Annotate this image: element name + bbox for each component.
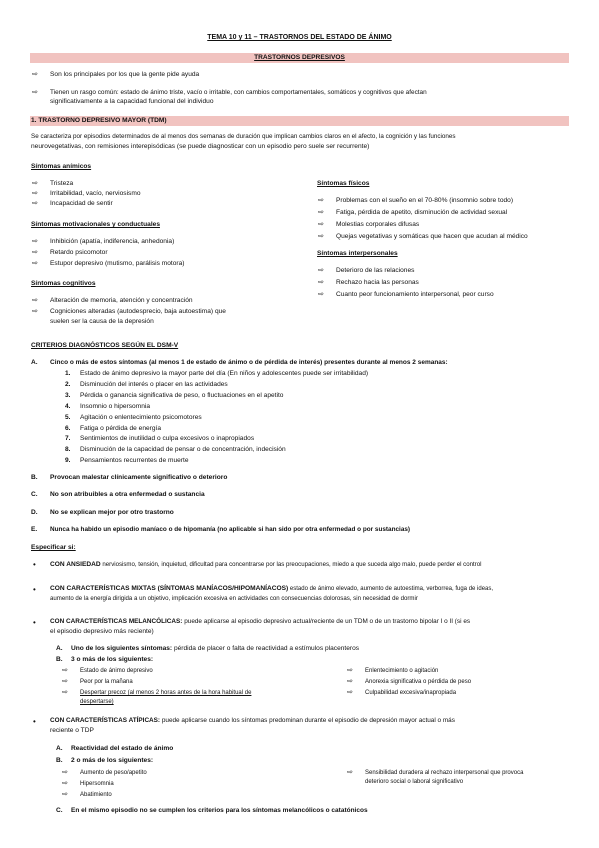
intro-line-1: Son los principales por los que la gente pide ayuda — [50, 71, 200, 78]
list-item: Estado de ánimo depresivo — [80, 668, 153, 674]
criterio-letter: E. — [31, 526, 38, 533]
criterio-a-item: Sentimientos de inutilidad o culpa excesivos o inapropiados — [80, 435, 255, 443]
page-title: TEMA 10 y 11 – TRASTORNOS DEL ESTADO DE ÁNIMO — [207, 34, 392, 41]
list-item: Alteración de memoria, atención y concentración — [50, 297, 193, 304]
bullet-icon: • — [33, 585, 36, 594]
list-item: Hipersomnia — [80, 781, 114, 787]
arrow-icon: ⇨ — [62, 791, 68, 798]
ansiedad-label: CON ANSIEDAD — [50, 561, 101, 568]
criterio-number: 4. — [65, 402, 71, 410]
criterio-text: No se explican mejor por otro trastorno — [50, 509, 174, 516]
melan-a — [71, 645, 359, 654]
criterio-letter: C. — [56, 807, 63, 814]
criterio-a: Cinco o más de estos síntomas (al menos 1 de estado de ánimo o de pérdida de interés) presentes durante al menos 2 semanas: — [50, 359, 448, 366]
arrow-icon: ⇨ — [62, 780, 68, 787]
arrow-icon: ⇨ — [62, 678, 68, 685]
list-item: Culpabilidad excesiva/inapropiada — [365, 690, 457, 696]
criterio-number: 9. — [65, 457, 71, 465]
arrow-icon: ⇨ — [318, 279, 324, 286]
arrow-icon: ⇨ — [62, 769, 68, 776]
list-item: Problemas con el sueño en el 70-80% (insomnio sobre todo) — [336, 197, 514, 204]
arrow-icon: ⇨ — [32, 238, 38, 245]
criterio-a-item: Pensamientos recurrentes de muerte — [80, 457, 189, 465]
criterio-a-item: Disminución de la capacidad de pensar o de concentración, indecisión — [80, 446, 286, 454]
list-item: Anorexia significativa o pérdida de peso — [365, 679, 472, 685]
sintomas-interpersonales-title: Síntomas interpersonales — [317, 250, 398, 257]
melan-text: puede aplicarse al episodio depresivo actual/reciente de un TDM o de un trastorno bipolar I o II (si es — [184, 618, 471, 625]
arrow-icon: ⇨ — [32, 190, 38, 197]
criterio-letter: B. — [56, 656, 63, 663]
list-item: Incapacidad de sentir — [50, 200, 113, 207]
arrow-icon: ⇨ — [32, 89, 38, 96]
atip-text: puede aplicarse cuando los síntomas predominan durante el episodio de depresión mayor actual o más — [161, 717, 455, 724]
bullet-icon: • — [33, 618, 36, 627]
arrow-icon: ⇨ — [318, 209, 324, 216]
intro-line-2: Tienen un rasgo común: estado de ánimo triste, vacío o irritable, con cambios comportamentales, somáticos y cognitivos que afectan — [50, 89, 427, 96]
criterio-number: 7. — [65, 435, 71, 443]
list-item: Cogniciones alteradas (autodesprecio, baja autoestima) que — [50, 308, 226, 315]
ansiedad-line — [50, 561, 481, 570]
intro-line-3: significativamente a la capacidad funcional del individuo — [50, 98, 214, 105]
tdm-desc-2: neurovegetativas, con remisiones interepisódicas (se puede diagnosticar con un episodio pero suele ser recurrente) — [31, 143, 370, 150]
melan-b-label: 3 o más de los siguientes: — [71, 656, 154, 663]
atip-text-2: reciente o TDP — [50, 727, 94, 734]
arrow-icon: ⇨ — [347, 769, 353, 776]
criterio-letter: A. — [31, 359, 38, 366]
mixtas-line — [50, 585, 493, 594]
arrow-icon: ⇨ — [347, 678, 353, 685]
list-item: Peor por la mañana — [80, 679, 133, 685]
list-item-continued: suelen ser la causa de la depresión — [50, 318, 154, 325]
criterio-letter: B. — [31, 474, 38, 481]
criterio-number: 3. — [65, 391, 71, 399]
criterio-number: 2. — [65, 380, 71, 388]
arrow-icon: ⇨ — [32, 297, 38, 304]
list-item: Fatiga, pérdida de apetito, disminución de actividad sexual — [336, 209, 508, 216]
criterio-text: No son atribuibles a otra enfermedad o sustancia — [50, 491, 205, 498]
criterio-letter: A. — [56, 745, 63, 752]
arrow-icon: ⇨ — [347, 667, 353, 674]
criterio-number: 5. — [65, 413, 71, 421]
list-item: Abatimiento — [80, 792, 112, 798]
arrow-icon: ⇨ — [32, 71, 38, 78]
arrow-icon: ⇨ — [318, 233, 324, 240]
melan-line — [50, 618, 470, 627]
list-item: Deterioro de las relaciones — [336, 267, 415, 274]
arrow-icon: ⇨ — [32, 200, 38, 207]
criterio-a-item: Estado de ánimo depresivo la mayor parte del día (En niños y adolescentes puede ser irritabilidad) — [80, 370, 369, 377]
melan-label: CON CARACTERÍSTICAS MELANCÓLICAS: — [50, 618, 183, 625]
list-item: Retardo psicomotor — [50, 249, 108, 256]
arrow-icon: ⇨ — [318, 267, 324, 274]
atip-b-label: 2 o más de los siguientes: — [71, 757, 154, 764]
criterio-a-item: Fatiga o pérdida de energía — [80, 424, 162, 432]
atip-line — [50, 717, 455, 726]
ansiedad-text: nerviosismo, tensión, inquietud, dificultad para concentrarse por las preocupaciones, miedo a que suceda algo malo, puede perder el control — [102, 561, 482, 568]
arrow-icon: ⇨ — [62, 689, 68, 696]
list-item: Sensibilidad duradera al rechazo interpersonal que provoca — [365, 770, 524, 776]
criterio-a-item: Pérdida o ganancia significativa de peso, o fluctuaciones en el apetito — [80, 391, 284, 399]
melan-a-text: pérdida de placer o falta de reactividad a estímulos placenteros — [173, 645, 360, 652]
arrow-icon: ⇨ — [318, 197, 324, 204]
criterio-letter: D. — [31, 509, 38, 516]
sintomas-fisicos-title: Síntomas físicos — [317, 180, 370, 187]
criterio-number: 8. — [65, 446, 71, 454]
section-banner-label: TRASTORNOS DEPRESIVOS — [254, 53, 345, 61]
list-item: Molestias corporales difusas — [336, 221, 420, 228]
list-item: Cuanto peor funcionamiento interpersonal, peor curso — [336, 291, 494, 298]
especificar-title: Especificar si: — [31, 544, 76, 551]
list-item: Rechazo hacia las personas — [336, 279, 419, 286]
criterio-text: Nunca ha habido un episodio maníaco o de hipomanía (no aplicable si han sido por otra enfermedad o por sustancias) — [50, 526, 411, 533]
sintomas-cognitivos-title: Síntomas cognitivos — [31, 280, 96, 287]
bullet-icon: • — [33, 717, 36, 726]
list-item: Despertar precoz (al menos 2 horas antes de la hora habitual de — [80, 690, 252, 696]
list-item-continued: despertarse) — [80, 699, 114, 705]
mixtas-text: estado de ánimo elevado, aumento de autoestima, verborrea, fuga de ideas, — [289, 586, 494, 592]
criterio-letter: B. — [56, 757, 63, 764]
sintomas-motivacionales-title: Síntomas motivacionales y conductuales — [31, 221, 160, 228]
arrow-icon: ⇨ — [62, 667, 68, 674]
arrow-icon: ⇨ — [347, 689, 353, 696]
tdm-banner-label: 1. TRASTORNO DEPRESIVO MAYOR (TDM) — [31, 116, 167, 124]
arrow-icon: ⇨ — [318, 291, 324, 298]
melan-a-label: Uno de los siguientes síntomas: — [71, 645, 173, 652]
list-item: Quejas vegetativas y somáticas que hacen que acudan al médico — [336, 233, 528, 240]
atip-a-label: Reactividad del estado de ánimo — [71, 745, 174, 752]
criterio-letter: C. — [31, 491, 38, 498]
criterio-a-item: Insomnio o hipersomnia — [80, 402, 151, 410]
criterio-a-item: Agitación o enlentecimiento psicomotores — [80, 413, 202, 421]
arrow-icon: ⇨ — [318, 221, 324, 228]
list-item: Tristeza — [50, 180, 74, 187]
atip-label: CON CARACTERÍSTICAS ATÍPICAS: — [50, 717, 161, 724]
arrow-icon: ⇨ — [32, 180, 38, 187]
criterio-number: 6. — [65, 424, 71, 432]
list-item: Inhibición (apatía, indiferencia, anhedonia) — [50, 238, 175, 245]
criterios-title: CRITERIOS DIAGNÓSTICOS SEGÚN EL DSM-V — [31, 342, 179, 349]
arrow-icon: ⇨ — [32, 260, 38, 267]
mixtas-text-2: aumento de la energía dirigida a un objetivo, implicación excesiva en actividades con consecuencias dolorosas, sin necesidad de dormir — [50, 595, 418, 602]
bullet-icon: • — [33, 560, 36, 569]
arrow-icon: ⇨ — [32, 249, 38, 256]
criterio-number: 1. — [65, 370, 71, 377]
list-item: Irritabilidad, vacío, nerviosismo — [50, 190, 141, 197]
list-item: Estupor depresivo (mutismo, parálisis motora) — [50, 260, 185, 267]
melan-text-2: el episodio depresivo más reciente) — [50, 628, 154, 635]
list-item: Enlentecimiento o agitación — [365, 668, 439, 674]
sintomas-animicos-title: Síntomas anímicos — [31, 163, 92, 170]
list-item-continued: deterioro social o laboral significativo — [365, 779, 464, 785]
list-item: Aumento de peso/apetito — [80, 770, 147, 776]
criterio-a-item: Disminución del interés o placer en las actividades — [80, 380, 228, 388]
arrow-icon: ⇨ — [32, 308, 38, 315]
criterio-text: Provocan malestar clínicamente significativo o deterioro — [50, 474, 228, 481]
criterio-letter: A. — [56, 645, 63, 652]
tdm-desc-1: Se caracteriza por episodios determinados de al menos dos semanas de duración que implican cambios claros en el afecto, la cognición y las funciones — [31, 133, 456, 140]
mixtas-label: CON CARACTERÍSTICAS MIXTAS (SÍNTOMAS MANÍACOS/HIPOMANÍACOS) — [50, 585, 289, 592]
atip-c-label: En el mismo episodio no se cumplen los criterios para los síntomas melancólicos o catatónicos — [71, 807, 368, 814]
